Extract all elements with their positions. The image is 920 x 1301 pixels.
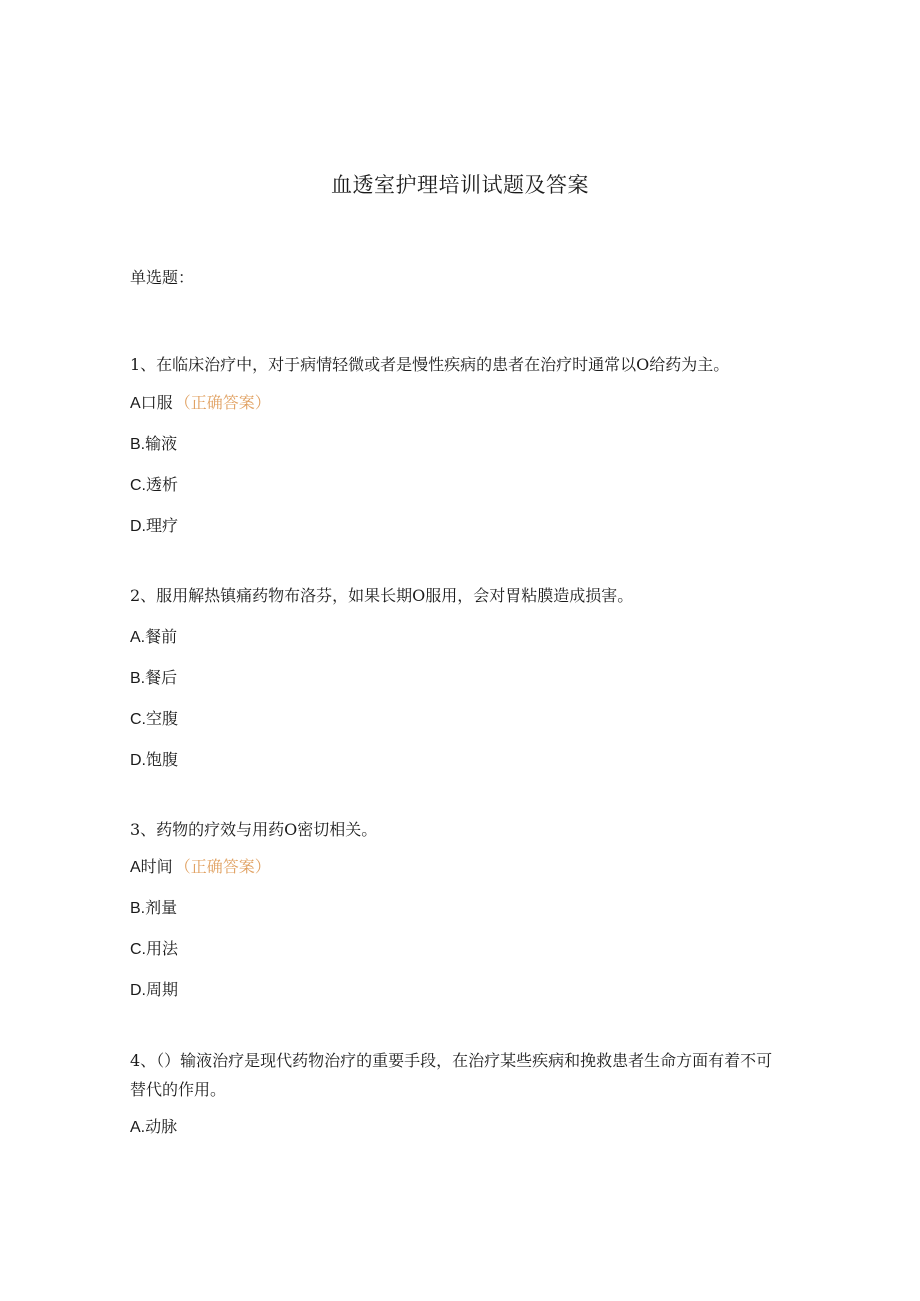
option-text: 餐后 xyxy=(145,668,178,687)
option-item xyxy=(130,1114,177,1141)
option-item xyxy=(130,977,178,1004)
option-letter: D. xyxy=(130,752,146,769)
option-letter: B. xyxy=(130,670,146,687)
option-item xyxy=(130,624,177,651)
question-stem: 3、药物的疗效与用药O密切相关。 xyxy=(130,820,378,839)
option-letter: D. xyxy=(130,982,146,999)
option-letter: C. xyxy=(130,711,146,728)
option-text: 剂量 xyxy=(145,898,178,917)
option-letter: A xyxy=(130,395,141,412)
option-text: 饱腹 xyxy=(146,750,179,769)
option-letter: C. xyxy=(130,941,146,958)
correct-answer-mark: （正确答案） xyxy=(174,393,271,412)
option-item xyxy=(130,665,177,692)
correct-answer-mark: （正确答案） xyxy=(174,857,271,876)
option-item xyxy=(130,513,178,540)
option-text: 用法 xyxy=(146,939,179,958)
document-title: 血透室护理培训试题及答案 xyxy=(331,173,589,197)
option-letter: B. xyxy=(130,900,146,917)
option-text: 动脉 xyxy=(145,1117,178,1136)
option-text: 输液 xyxy=(145,434,178,453)
section-label: 单选题： xyxy=(130,268,195,287)
option-item xyxy=(130,706,178,733)
question-stem: 4、（）输液治疗是现代药物治疗的重要手段，在治疗某些疾病和挽救患者生命方面有着不可替代的作用。 xyxy=(130,1051,773,1099)
question-stem: 2、服用解热镇痛药物布洛芬，如果长期O服用，会对胃粘膜造成损害。 xyxy=(130,586,634,605)
option-letter: C. xyxy=(130,477,146,494)
option-letter: B. xyxy=(130,436,146,453)
option-text: 理疗 xyxy=(146,516,179,535)
option-item xyxy=(130,472,178,499)
option-text: 周期 xyxy=(146,980,179,999)
option-text: 口服 xyxy=(140,393,173,412)
option-letter: A. xyxy=(130,629,146,646)
option-letter: D. xyxy=(130,518,146,535)
option-item xyxy=(130,747,178,774)
question-stem: 1、在临床治疗中，对于病情轻微或者是慢性疾病的患者在治疗时通常以O给药为主。 xyxy=(130,355,730,374)
option-text: 透析 xyxy=(146,475,179,494)
option-item xyxy=(130,895,177,922)
option-item xyxy=(130,854,271,881)
option-item xyxy=(130,390,271,417)
option-letter: A xyxy=(130,859,141,876)
option-item xyxy=(130,936,178,963)
option-text: 餐前 xyxy=(145,627,178,646)
option-text: 时间 xyxy=(140,857,173,876)
option-item xyxy=(130,431,177,458)
option-letter: A. xyxy=(130,1119,146,1136)
option-text: 空腹 xyxy=(146,709,179,728)
